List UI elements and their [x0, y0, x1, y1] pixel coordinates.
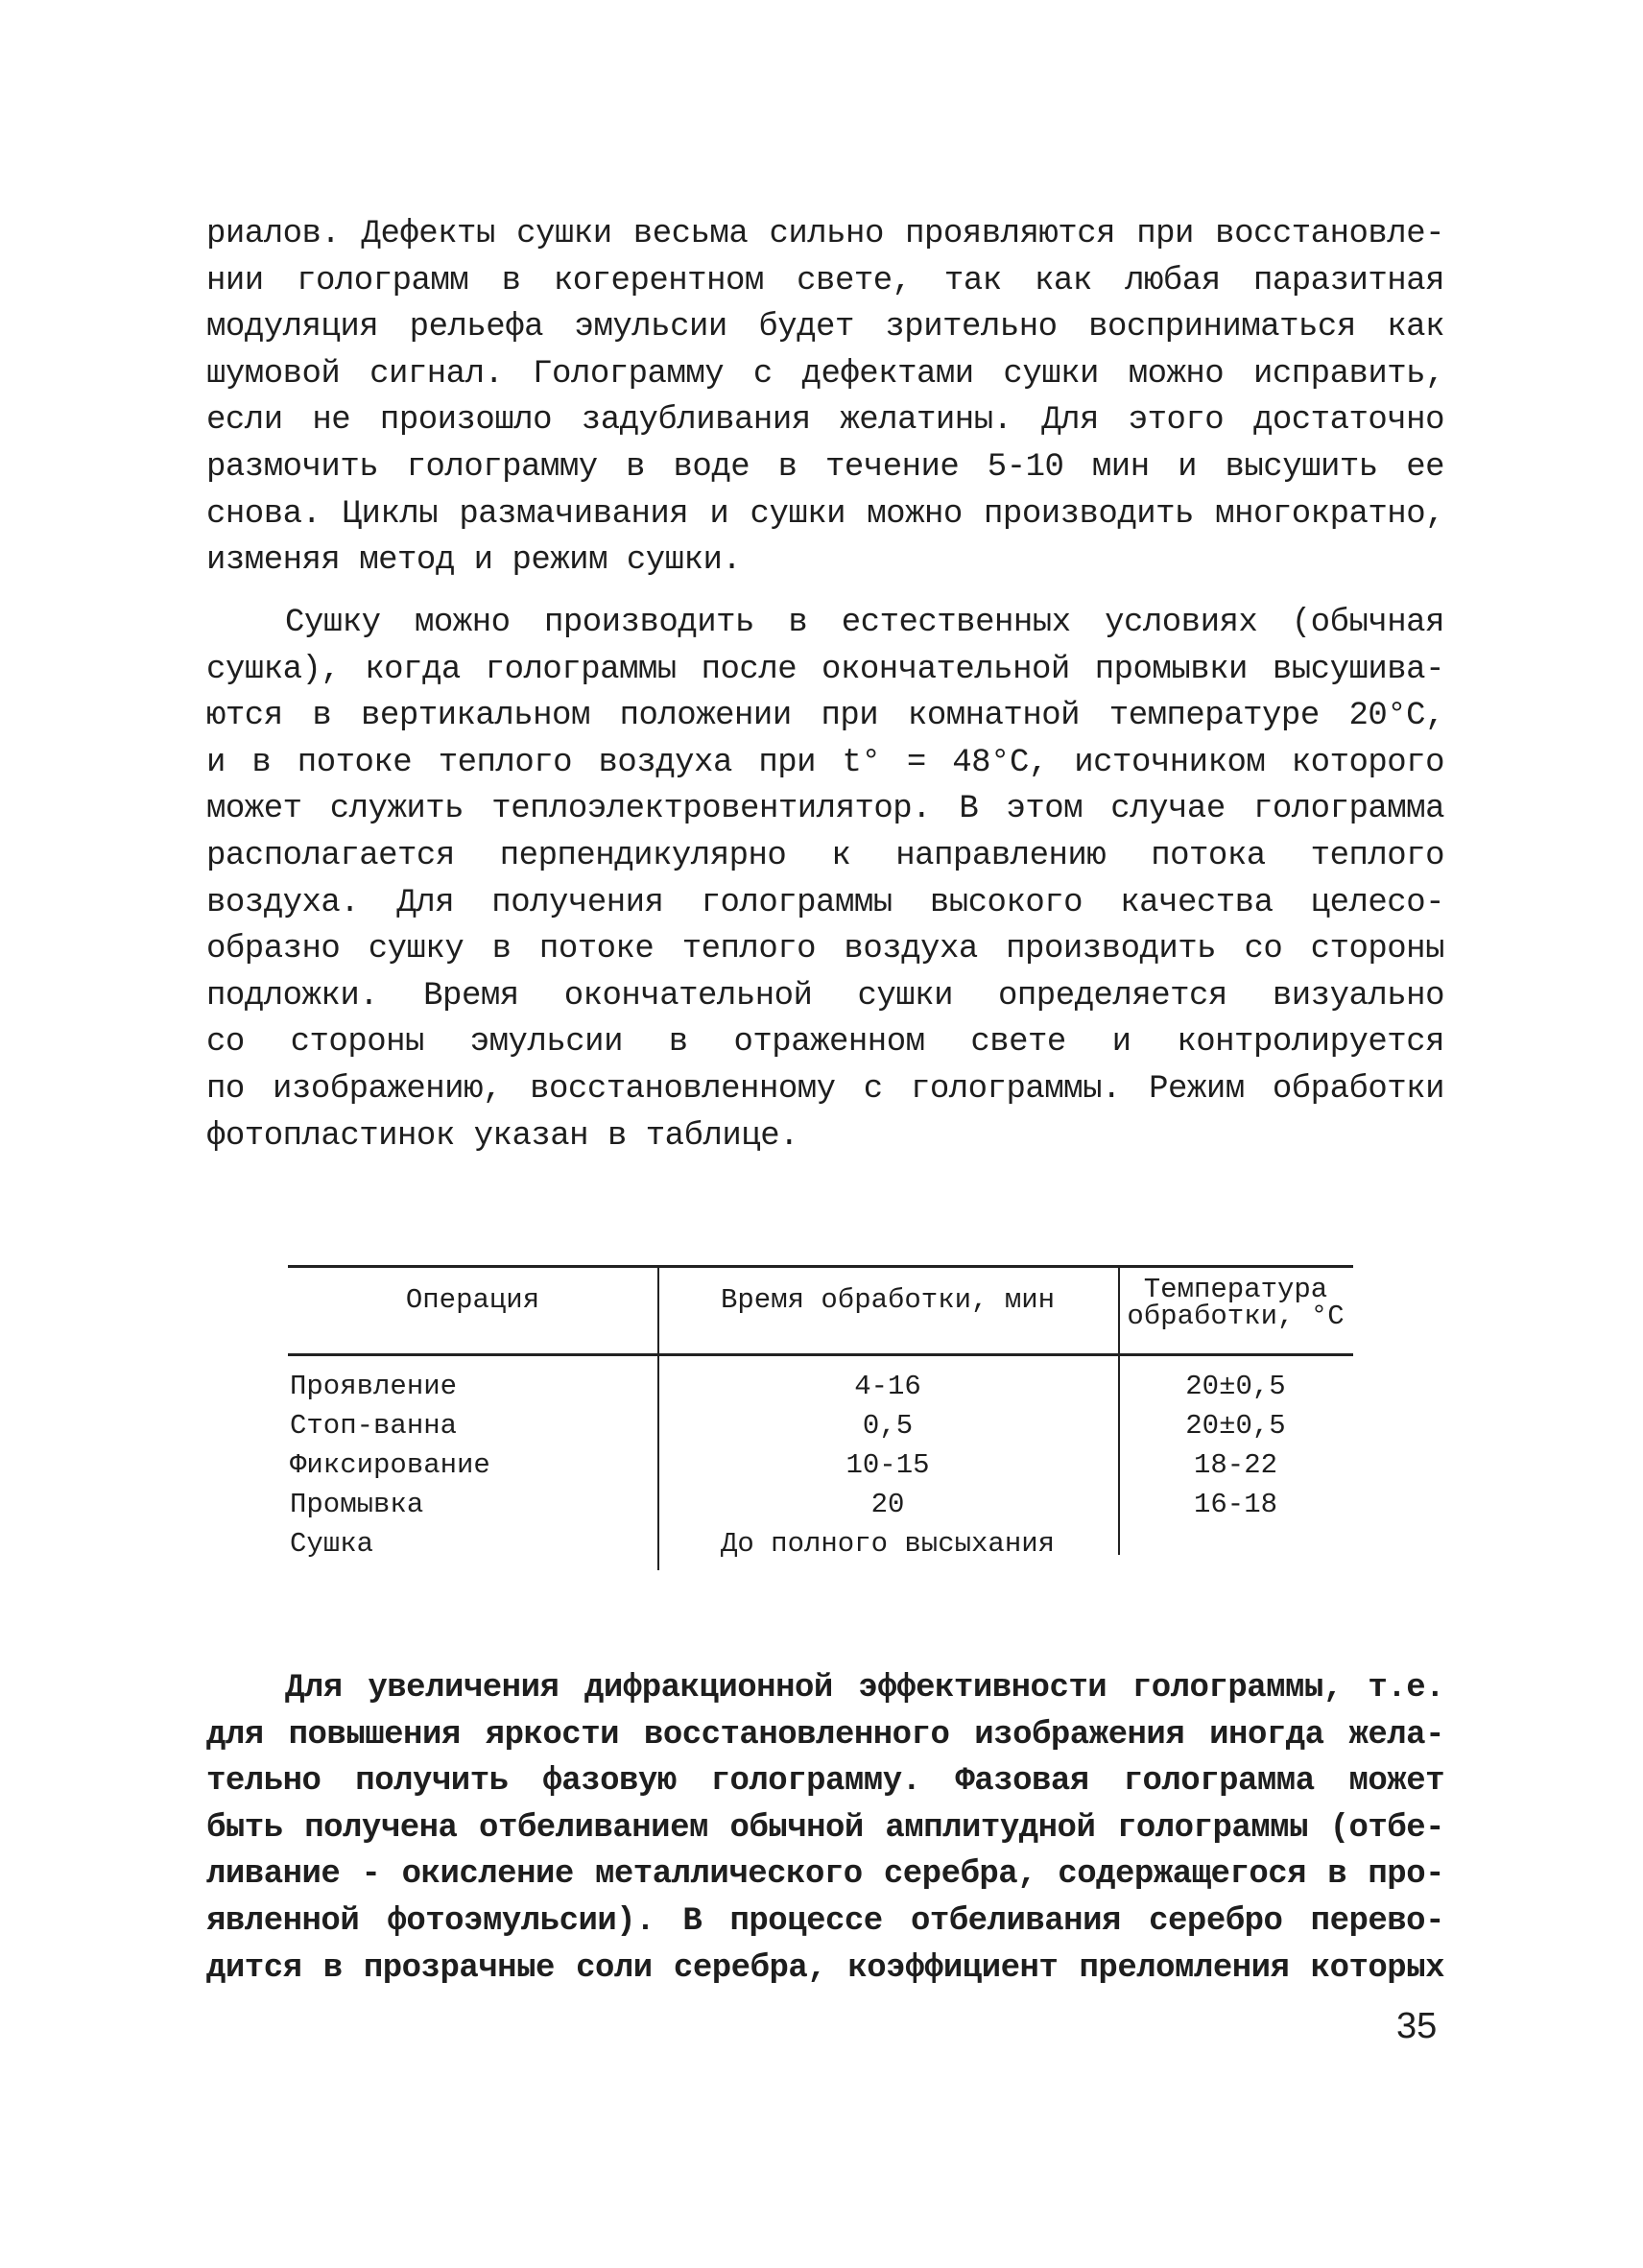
text-line: модуляция рельефа эмульсии будет зрительно восприниматься как: [206, 309, 1444, 346]
row-time: 20: [870, 1489, 905, 1520]
paragraph-drying-defects: [206, 211, 1444, 585]
text-line: воздуха. Для получения голограммы высокого качества целесо-: [206, 884, 1444, 921]
paragraph-drying-methods: [206, 600, 1444, 1159]
text-line: тельно получить фазовую голограмму. Фазовая голограмма может: [206, 1763, 1444, 1801]
row-temperature: 16-18: [1193, 1489, 1277, 1520]
text-line: Для увеличения дифракционной эффективности голограммы, т.е.: [285, 1670, 1444, 1707]
row-operation: Фиксирование: [290, 1449, 490, 1481]
text-line: ются в вертикальном положении при комнатной температуре 20°С,: [206, 698, 1444, 735]
row-operation: Промывка: [290, 1489, 424, 1520]
text-line: Сушку можно производить в естественных условиях (обычная: [285, 605, 1444, 641]
paragraph-phase-hologram: [206, 1665, 1444, 1992]
text-line: ливание - окисление металлического серебра, содержащегося в про-: [206, 1856, 1444, 1894]
text-line: образно сушку в потоке теплого воздуха производить со стороны: [206, 931, 1444, 968]
text-line: снова. Циклы размачивания и сушки можно производить многократно,: [206, 495, 1444, 533]
text-line: со стороны эмульсии в отраженном свете и контролируется: [206, 1024, 1444, 1062]
row-time: До полного высыхания: [720, 1528, 1056, 1560]
text-line: может служить теплоэлектровентилятор. В этом случае голограмма: [206, 791, 1444, 828]
text-line: риалов. Дефекты сушки весьма сильно проявляются при восстановле-: [206, 216, 1444, 252]
table-top-rule: [288, 1265, 1353, 1268]
text-line: располагается перпендикулярно к направлению потока теплого: [206, 837, 1444, 874]
header-time: Время обработки, мин: [720, 1284, 1056, 1316]
row-temperature: 20±0,5: [1185, 1371, 1286, 1402]
text-line: если не произошло задубливания желатины. Для этого достаточно: [206, 402, 1444, 440]
row-temperature: 20±0,5: [1185, 1410, 1286, 1442]
text-line: для повышения яркости восстановленного изображения иногда жела-: [206, 1716, 1444, 1754]
text-line: подложки. Время окончательной сушки определяется визуально: [206, 977, 1444, 1015]
row-operation: Сушка: [290, 1528, 374, 1560]
text-line: быть получена отбеливанием обычной амплитудной голограммы (отбе-: [206, 1809, 1444, 1847]
header-temperature: [1118, 1274, 1353, 1332]
processing-mode-table: [288, 1265, 1353, 1582]
text-line: фотопластинок указан в таблице.: [206, 1117, 799, 1155]
table-header-rule: [288, 1353, 1353, 1356]
row-operation: Проявление: [290, 1371, 458, 1402]
text-line: явленной фотоэмульсии). В процессе отбеливания серебро перево-: [206, 1902, 1444, 1940]
text-line: дится в прозрачные соли серебра, коэффициент преломления которых: [206, 1949, 1444, 1987]
page-number: 35: [1396, 2006, 1438, 2046]
text-line: изменяя метод и режим сушки.: [206, 542, 742, 580]
text-line: шумовой сигнал. Голограмму с дефектами сушки можно исправить,: [206, 355, 1444, 393]
header-operation: Операция: [405, 1284, 540, 1316]
text-line: размочить голограмму в воде в течение 5-10 мин и высушить ее: [206, 448, 1444, 486]
text-line: по изображению, восстановленному с голограммы. Режим обработки: [206, 1070, 1444, 1108]
row-temperature: 18-22: [1193, 1449, 1277, 1481]
row-time: 0,5: [862, 1410, 914, 1442]
text-line: сушка), когда голограммы после окончательной промывки высушива-: [206, 651, 1444, 688]
text-line: и в потоке теплого воздуха при t° = 48°С, источником которого: [206, 744, 1444, 781]
row-time: 4-16: [854, 1371, 921, 1402]
text-line: нии голограмм в когерентном свете, так как любая паразитная: [206, 262, 1444, 299]
header-temperature-line1: Температура: [1143, 1274, 1328, 1305]
row-operation: Стоп-ванна: [290, 1410, 458, 1442]
row-time: 10-15: [845, 1449, 930, 1481]
header-temperature-line2: обработки, °С: [1127, 1301, 1345, 1332]
